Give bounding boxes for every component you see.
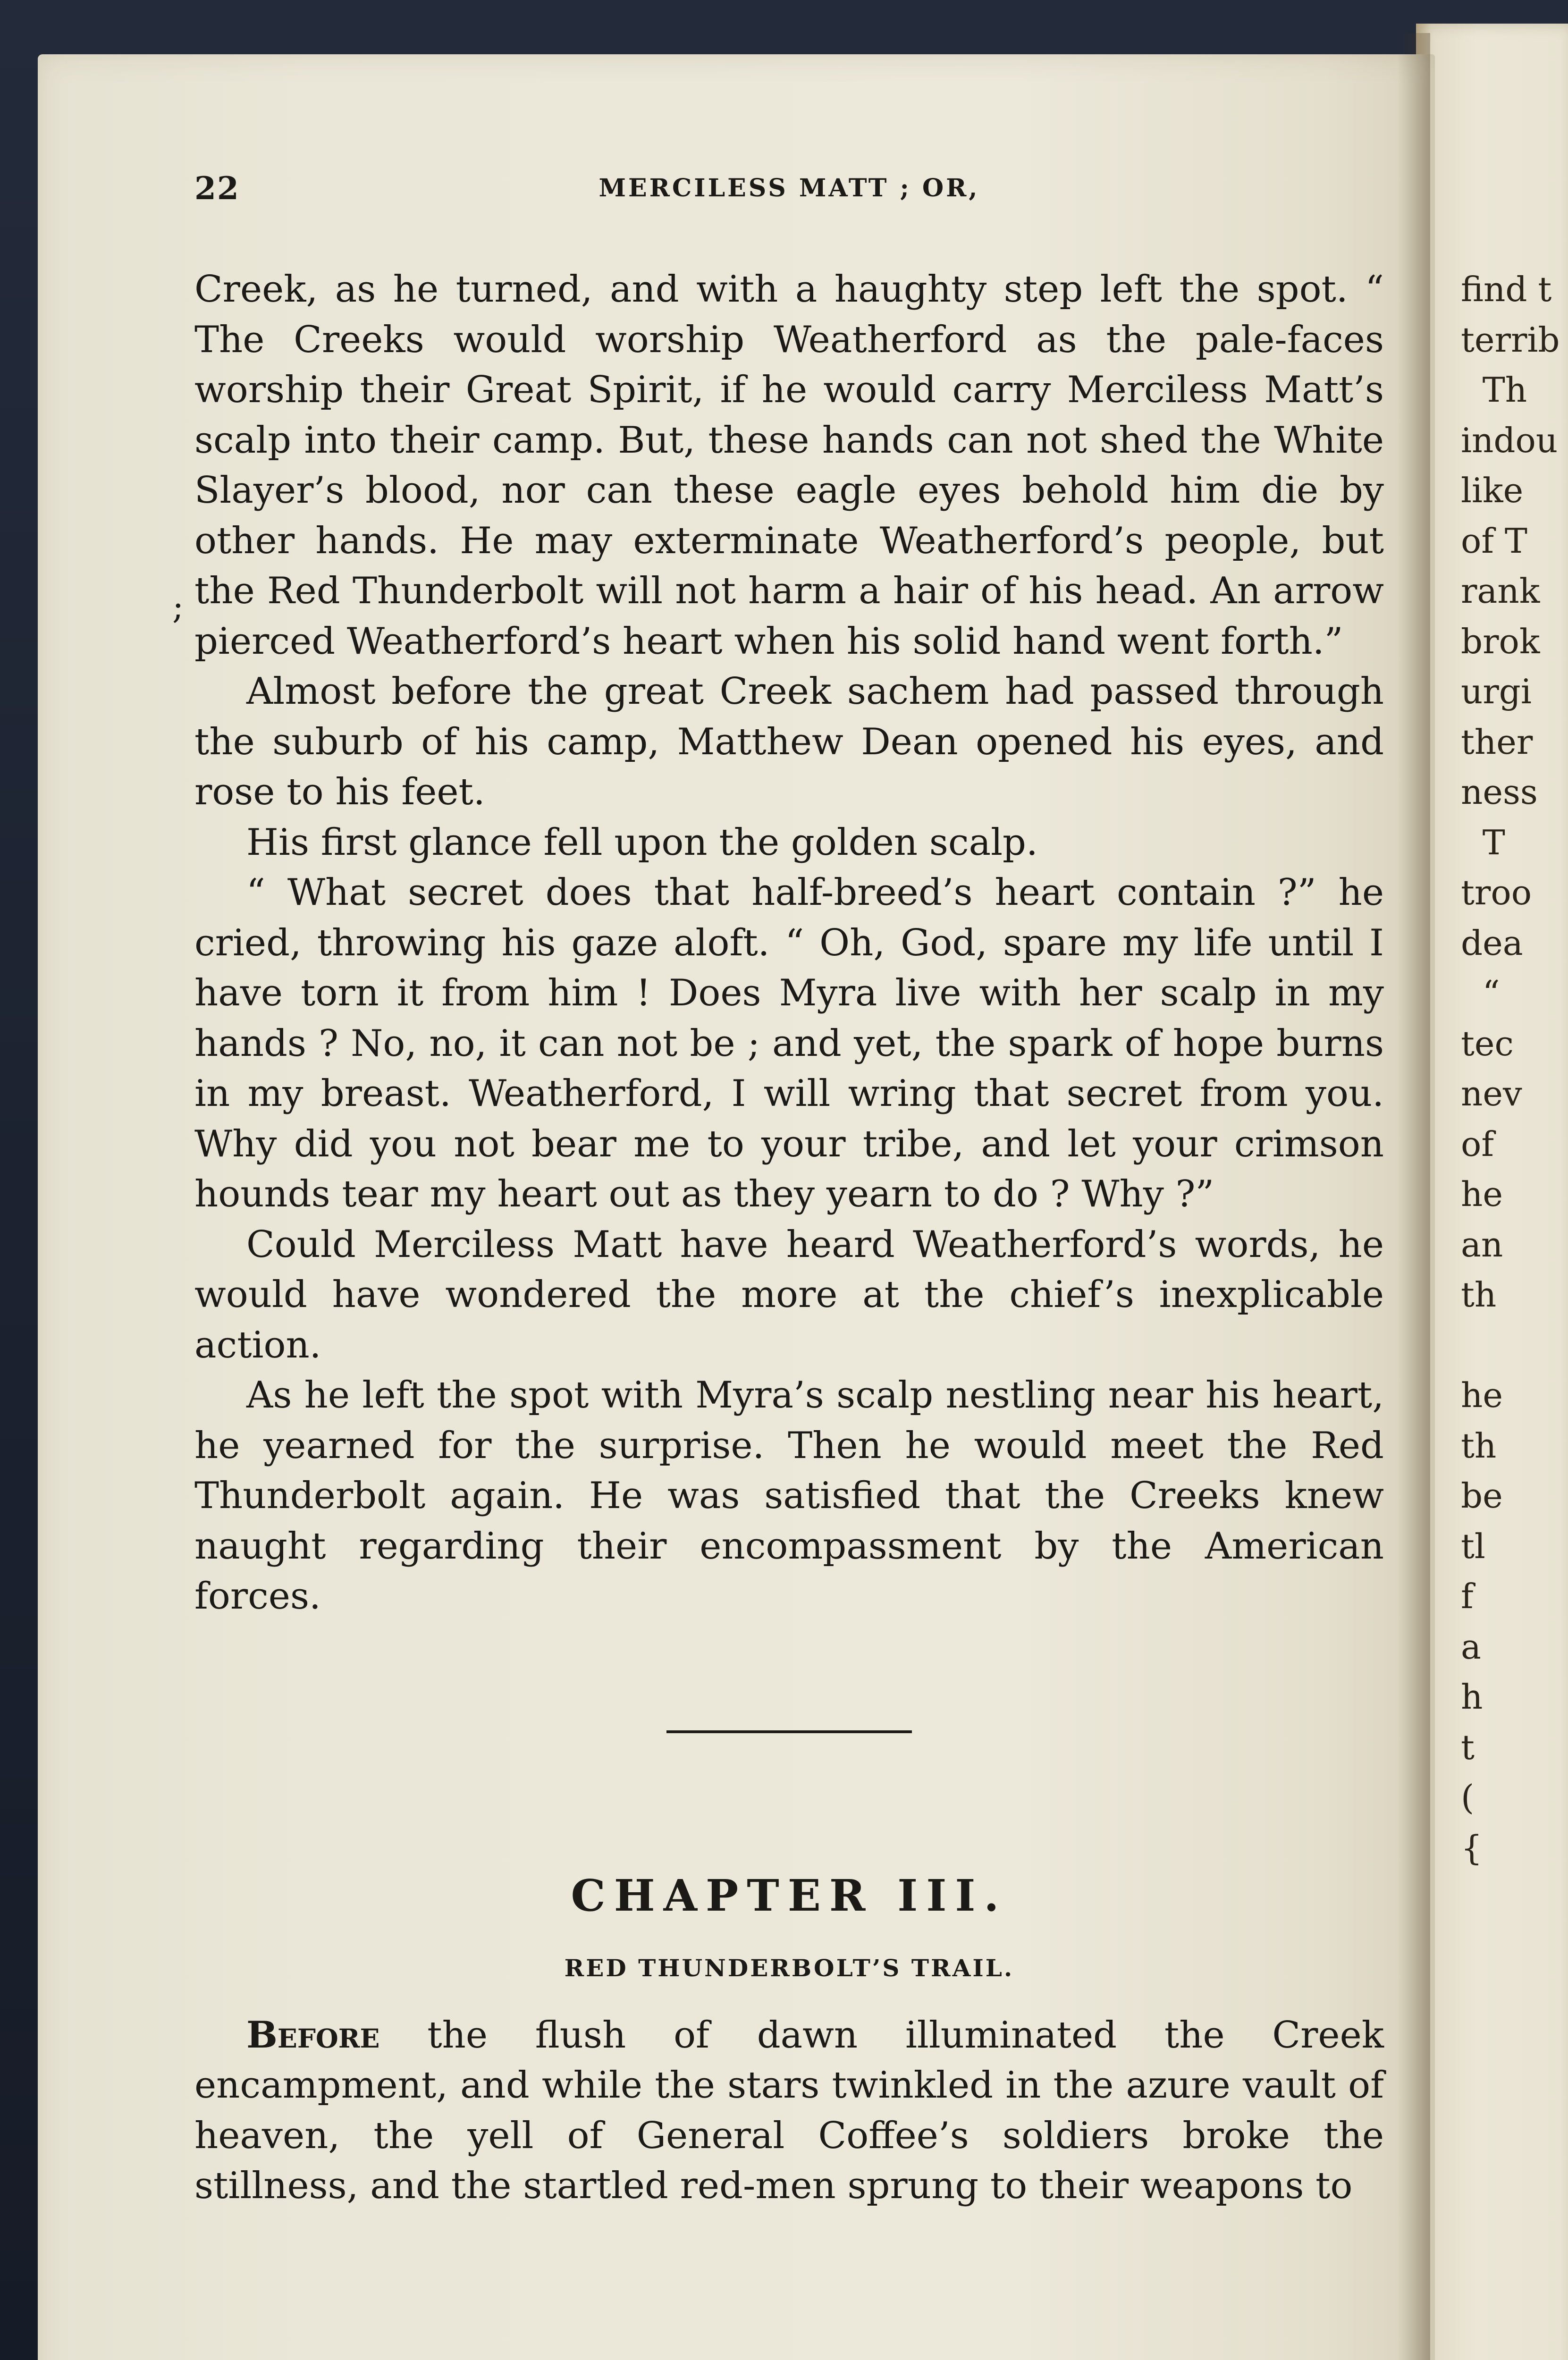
paragraph-2: Almost before the great Creek sachem had passed through the suburb of his camp, Matthew Dean opened his eyes, and rose to his feet.: [194, 670, 1384, 813]
running-head: [194, 170, 1384, 222]
paragraph-6: As he left the spot with Myra’s scalp nestling near his heart, he yearned for the surprise. Then he would meet the Red Thunderbolt again. He was satisfied that the Creeks knew naught regarding their encompassment by the American forces.: [194, 1374, 1384, 1618]
chapter-opening-word: Before: [246, 2013, 380, 2057]
margin-mark: ;: [172, 587, 184, 626]
chapter-subtitle: RED THUNDERBOLT’S TRAIL.: [564, 1954, 1014, 1982]
chapter-opening-text: the flush of dawn illuminated the Creek encampment, and while the stars twinkled in the azure vault of heaven, the yell of General Coffee’s soldiers broke the stillness, and the startled red-men sprung to their weapons to: [194, 2014, 1384, 2207]
gutter-shadow: [1397, 33, 1430, 2360]
page-text-block: [194, 170, 1384, 2211]
section-divider-rule: [666, 1730, 912, 1733]
paragraph-1: Creek, as he turned, and with a haughty step left the spot. “ The Creeks would worship Weatherford as the pale-faces worship their Great Spirit, if he would carry Merciless Matt’s scalp into their camp. But, these hands can not shed the White Slayer’s blood, nor can these eagle eyes behold him die by other hands. He may exterminate Weatherford’s people, but the Red Thunderbolt will not harm a hair of his head. An arrow pierced Weatherford’s heart when his solid hand went forth.”: [194, 268, 1384, 663]
chapter-heading: CHAPTER III.: [571, 1870, 1008, 1921]
facing-page-text: find t terrib Th indou like of T rank brok urgi ther ness T troo dea “ tec nev of he an th he th be tl f a h t ( {: [1461, 270, 1560, 1868]
running-head-title: MERCILESS MATT ; OR,: [599, 174, 980, 202]
chapter-opening-paragraph: [194, 2010, 1384, 2211]
page-number: 22: [194, 170, 240, 207]
paragraph-4: “ What secret does that half-breed’s heart contain ?” he cried, throwing his gaze aloft. “ Oh, God, spare my life until I have torn it from him ! Does Myra live with her scalp in my hands ? No, no, it can not be ; and yet, the spark of hope burns in my breast. Weatherford, I will wring that secret from you. Why did you not bear me to your tribe, and let your crimson hounds tear my heart out as they yearn to do ? Why ?”: [194, 871, 1384, 1215]
paragraph-5: Could Merciless Matt have heard Weatherford’s words, he would have wondered the more at the chief’s inexplicable action.: [194, 1223, 1384, 1366]
paragraph-3: His first glance fell upon the golden scalp.: [246, 821, 1038, 864]
